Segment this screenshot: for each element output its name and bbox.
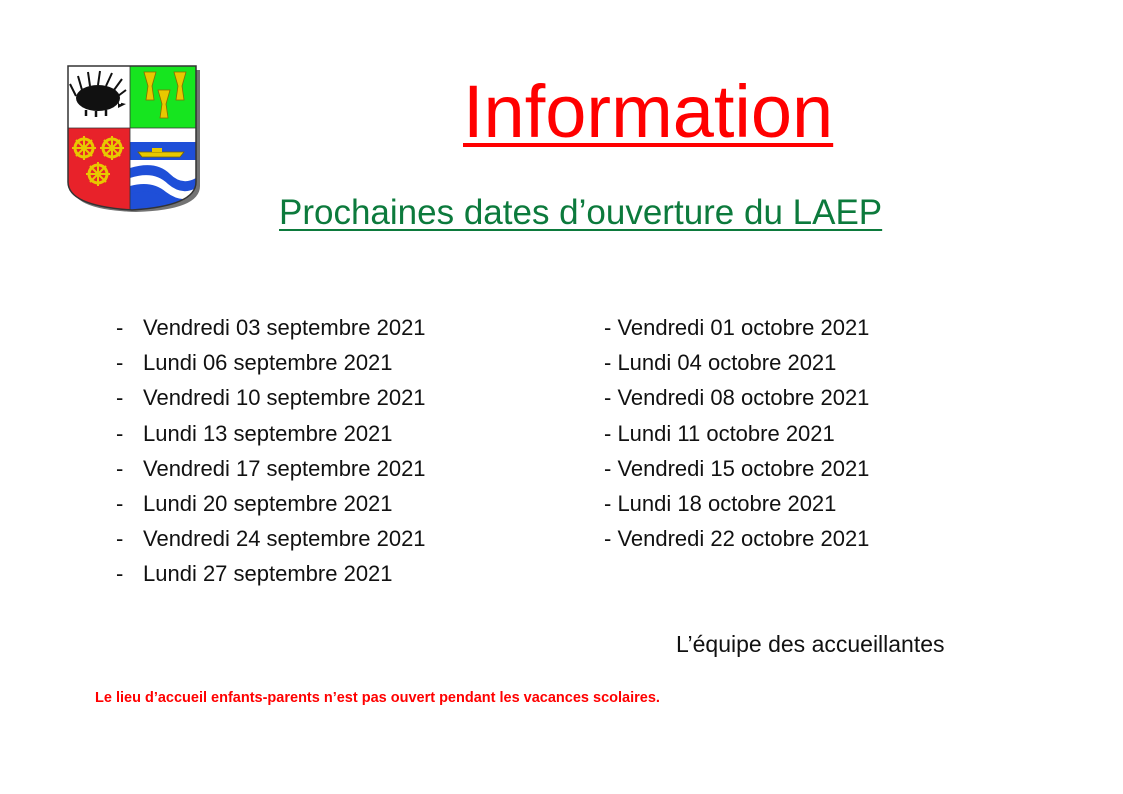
date-label: Lundi 20 septembre 2021 bbox=[143, 491, 393, 517]
list-item: - Vendredi 08 octobre 2021 bbox=[604, 385, 870, 411]
date-label: Lundi 06 septembre 2021 bbox=[143, 350, 393, 376]
list-item bbox=[116, 486, 426, 521]
list-item: - Lundi 04 octobre 2021 bbox=[604, 350, 837, 376]
october-dates-list bbox=[604, 310, 869, 556]
list-item: - Lundi 18 octobre 2021 bbox=[604, 491, 837, 517]
list-item: - Vendredi 01 octobre 2021 bbox=[604, 315, 870, 340]
list-dash: - bbox=[116, 491, 124, 517]
list-dash: - bbox=[116, 315, 124, 340]
list-item: - Lundi 11 octobre 2021 bbox=[604, 420, 835, 446]
list-dash: - bbox=[116, 526, 124, 552]
date-label: Vendredi 10 septembre 2021 bbox=[143, 385, 426, 411]
list-dash: - bbox=[116, 455, 124, 481]
september-dates-list bbox=[116, 310, 426, 592]
list-item bbox=[116, 345, 426, 380]
date-label: Vendredi 24 septembre 2021 bbox=[143, 526, 426, 552]
date-label: Vendredi 17 septembre 2021 bbox=[143, 455, 426, 481]
list-item: - Vendredi 22 octobre 2021 bbox=[604, 526, 870, 552]
list-item bbox=[116, 451, 426, 486]
list-item bbox=[116, 416, 426, 451]
list-item: - Vendredi 15 octobre 2021 bbox=[604, 455, 870, 481]
closure-notice: Le lieu d’accueil enfants-parents n’est pas ouvert pendant les vacances scolaires. bbox=[95, 690, 660, 706]
list-item bbox=[116, 380, 426, 415]
page-title: Information bbox=[463, 70, 834, 153]
list-dash: - bbox=[116, 350, 124, 376]
date-label: Lundi 27 septembre 2021 bbox=[143, 561, 393, 587]
list-dash: - bbox=[116, 385, 124, 411]
signature: L’équipe des accueillantes bbox=[676, 631, 945, 657]
list-item bbox=[116, 556, 426, 591]
coat-of-arms-icon bbox=[66, 64, 200, 212]
date-label: Vendredi 03 septembre 2021 bbox=[143, 315, 426, 340]
list-item bbox=[116, 521, 426, 556]
list-dash: - bbox=[116, 561, 124, 587]
list-dash: - bbox=[116, 420, 124, 446]
page-subtitle: Prochaines dates d’ouverture du LAEP bbox=[279, 193, 883, 232]
date-label: Lundi 13 septembre 2021 bbox=[143, 420, 393, 446]
list-item bbox=[116, 310, 426, 345]
